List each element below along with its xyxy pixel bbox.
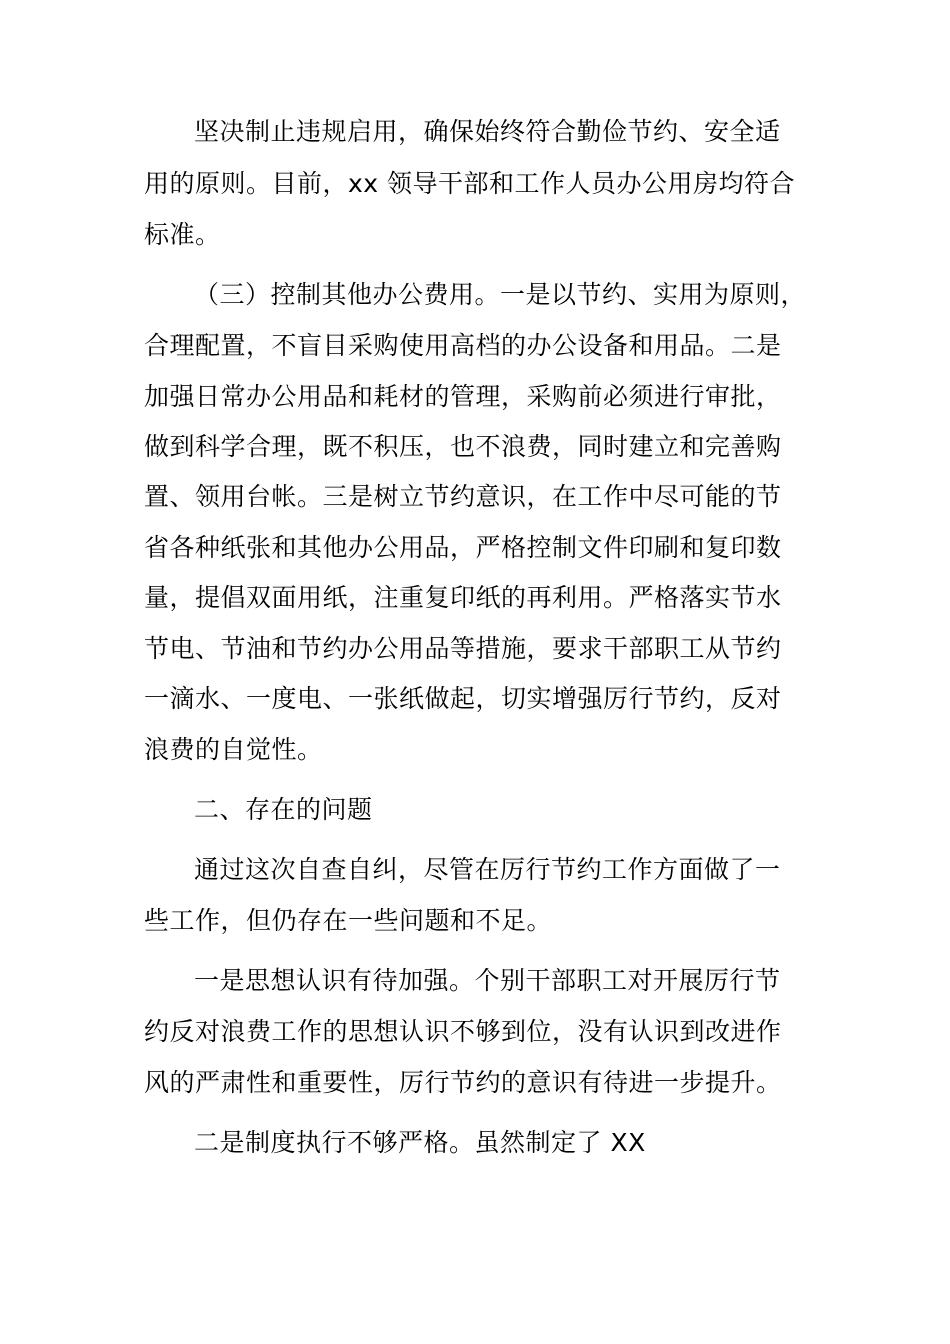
paragraph-line: 通过这次自查自纠，尽管在厉行节约工作方面做了一	[194, 855, 781, 884]
paragraph-line: 浪费的自觉性。	[144, 735, 323, 764]
paragraph-line: 约反对浪费工作的思想认识不够到位，没有认识到改进作	[144, 1017, 782, 1046]
paragraph-line: 标准。	[144, 220, 221, 249]
paragraph-line: 节电、节油和节约办公用品等措施，要求干部职工从节约	[144, 634, 782, 663]
section-heading: 二、存在的问题	[194, 795, 373, 824]
paragraph-line: 用的原则。目前，xx 领导干部和工作人员办公用房均符合	[144, 169, 796, 198]
paragraph-line: 加强日常办公用品和耗材的管理，采购前必须进行审批，	[144, 382, 782, 411]
paragraph-line: 一是思想认识有待加强。个别干部职工对开展厉行节	[194, 966, 781, 995]
paragraph-line: 二是制度执行不够严格。虽然制定了 XX	[194, 1128, 646, 1157]
paragraph-line: 些工作，但仍存在一些问题和不足。	[144, 906, 553, 935]
paragraph-line: 坚决制止违规启用，确保始终符合勤俭节约、安全适	[194, 117, 781, 146]
paragraph-line: 合理配置，不盲目采购使用高档的办公设备和用品。二是	[144, 331, 782, 360]
paragraph-line: 风的严肃性和重要性，厉行节约的意识有待进一步提升。	[144, 1068, 782, 1097]
paragraph-line: 量，提倡双面用纸，注重复印纸的再利用。严格落实节水	[144, 583, 782, 612]
section-heading-line: （三）控制其他办公费用。一是以节约、实用为原则，	[194, 280, 807, 309]
paragraph-line: 置、领用台帐。三是树立节约意识，在工作中尽可能的节	[144, 482, 782, 511]
paragraph-line: 做到科学合理，既不积压，也不浪费，同时建立和完善购	[144, 432, 782, 461]
paragraph-line: 省各种纸张和其他办公用品，严格控制文件印刷和复印数	[144, 533, 782, 562]
paragraph-line: 一滴水、一度电、一张纸做起，切实增强厉行节约，反对	[144, 684, 782, 713]
